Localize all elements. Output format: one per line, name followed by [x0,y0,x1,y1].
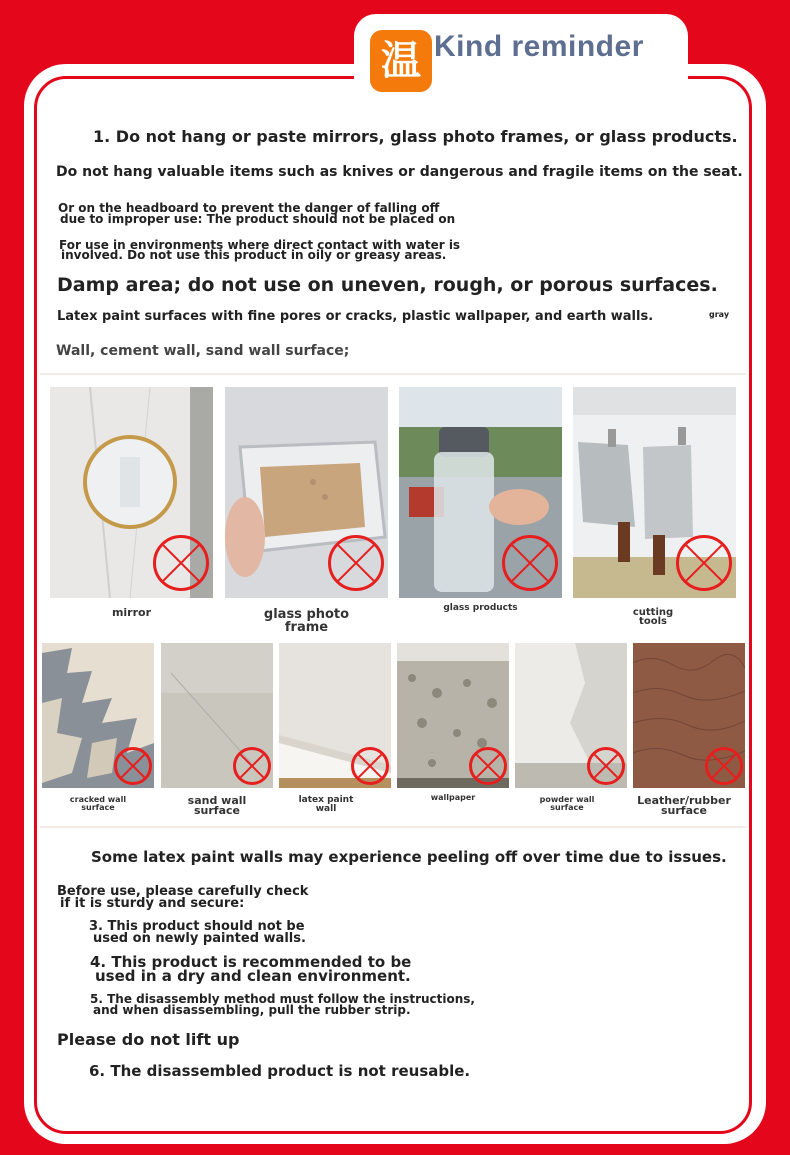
bottom-note-6: 4. This product is recommended to be [90,953,412,971]
bottom-note-8: 5. The disassembly method must follow the instructions, [90,992,475,1006]
prohibited-icon [676,535,732,591]
caption-wallpaper: wallpaper [430,793,476,802]
photo-glass-products [399,387,562,598]
caption-latex-wall: latex paint wall [298,795,354,814]
prohibited-icon [587,747,625,785]
note-8: Latex paint surfaces with fine pores or cracks, plastic wallpaper, and earth walls. [57,309,654,324]
photo-cracked-wall [42,643,154,788]
photo-mirror [50,387,213,598]
photo-glass-frame [225,387,388,598]
note-3: Or on the headboard to prevent the danger of falling off [58,201,440,215]
note-5: For use in environments where direct contact with water is [59,238,461,252]
note-2: Do not hang valuable items such as knives or dangerous and fragile items on the seat. [56,164,743,180]
bottom-note-4: 3. This product should not be [89,919,305,934]
caption-cracked-wall: cracked wall surface [69,795,127,812]
bottom-note-10: Please do not lift up [57,1030,240,1049]
prohibited-icon [328,535,384,591]
bottom-note-7: used in a dry and clean environment. [95,967,411,985]
note-6: involved. Do not use this product in oily or greasy areas. [61,248,447,262]
caption-glass-products: glass products [443,603,518,613]
photo-sand-wall [161,643,273,788]
caption-leather: Leather/rubber surface [637,794,731,817]
caption-mirror: mirror [111,606,152,619]
bottom-note-1: Some latex paint walls may experience peeling off over time due to issues. [91,848,727,866]
photo-cutting-tools [573,387,736,598]
note-7: Damp area; do not use on uneven, rough, or porous surfaces. [57,274,718,296]
note-gray: gray [709,310,730,319]
caption-cutting-tools: cutting tools [632,607,674,627]
divider-top [40,373,746,375]
prohibited-icon [469,747,507,785]
bottom-note-5: used on newly painted walls. [93,931,306,946]
prohibited-icon [502,535,558,591]
caption-glass-frame: glass photo frame [263,607,350,635]
badge-icon: 温 [370,30,432,92]
prohibited-icon [351,747,389,785]
note-4: due to improper use: The product should not be placed on [60,212,456,226]
bottom-note-9: and when disassembling, pull the rubber strip. [93,1003,411,1017]
note-1: 1. Do not hang or paste mirrors, glass photo frames, or glass products. [93,127,738,146]
photo-wallpaper [397,643,509,788]
divider-bottom [40,826,746,828]
photo-leather [633,643,745,788]
prohibited-icon [233,747,271,785]
bottom-note-2: Before use, please carefully check [57,884,309,899]
note-9: Wall, cement wall, sand wall surface; [56,343,350,359]
prohibited-icon [705,747,743,785]
bottom-note-3: if it is sturdy and secure: [60,896,245,911]
prohibited-icon [153,535,209,591]
caption-powder-wall: powder wall surface [539,795,595,812]
photo-powder-wall [515,643,627,788]
bottom-note-11: 6. The disassembled product is not reusable. [89,1062,471,1080]
caption-sand-wall: sand wall surface [187,794,247,817]
prohibited-icon [114,747,152,785]
photo-latex-wall [279,643,391,788]
page-title: Kind reminder [434,30,644,63]
